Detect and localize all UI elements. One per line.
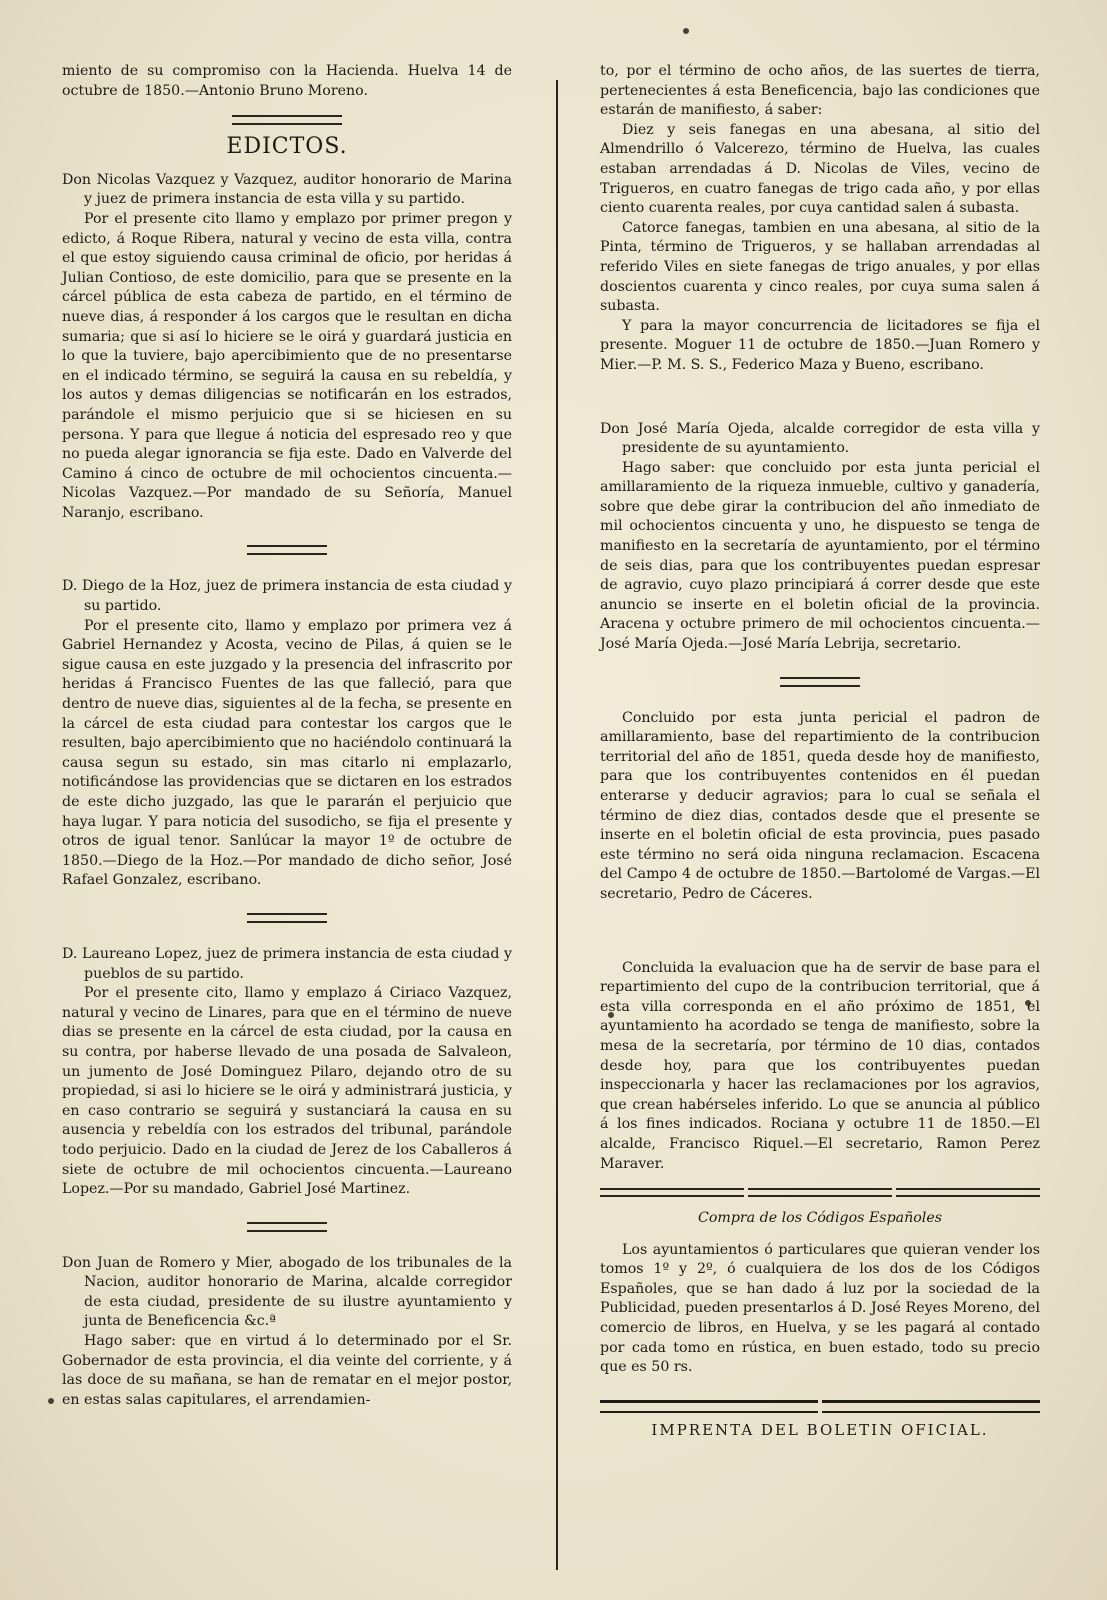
- edict3-body: Por el presente cito, llamo y emplazo á Ciriaco Vazquez, natural y vecino de Linares, para que en el término de nueve dias se presente en la cárcel de esta ciudad, por la causa en su contra, por haberse llevado de una posada de Salvaleon, un jumento de José Dominguez Pilaro, dejando otro de su propiedad, si asi lo hiciere se le oirá y administrará justicia, y en caso contrario se seguirá y sustanciará la causa en su ausencia y rebeldía con los estrados del tribunal, parándole todo perjuicio. Dado en la ciudad de Jerez de los Caballeros á siete de octubre de mil ochocientos cincuenta.—Laureano Lopez.—Por su mandado, Gabriel José Martinez.: [62, 985, 512, 1198]
- notice2-body: Concluido por esta junta pericial el padron de amillaramiento, base del repartimiento de la contribucion territorial del año de 1851, queda desde hoy de manifiesto, para que los contribuyentes contenidos en él puedan enterarse y deducir agravios; para lo cual se señala el término de diez dias, contados desde que el presente se inserte en el boletin oficial de esta provincia, pues pasado este término no será oida ninguna reclamacion. Escacena del Campo 4 de octubre de 1850.—Bartolomé de Vargas.—El secretario, Pedro de Cáceres.: [600, 709, 1040, 902]
- continuation-paragraph-3: Y para la mayor concurrencia de licitadores se fija el presente. Moguer 11 de octubre de 1850.—Juan Romero y Mier.—P. M. S. S., Federico Maza y Bueno, escribano.: [600, 317, 1040, 373]
- imprint: IMPRENTA DEL BOLETIN OFICIAL.: [651, 1420, 989, 1439]
- edict4-body: Hago saber: que en virtud á lo determinado por el Sr. Gobernador de esta provincia, el dia veinte del corriente, y á las doce de su mañana, se han de rematar en el mejor postor, en estas salas capitulares, el arrendamien-: [62, 1333, 512, 1408]
- right-column: [600, 62, 1040, 1440]
- continuation-intro: to, por el término de ocho años, de las suertes de tierra, pertenecientes á esta Beneficencia, bajo las condiciones que estarán de manifiesto, á saber:: [600, 63, 1040, 119]
- double-rule: [600, 1188, 1040, 1197]
- continuation-paragraph-1: Diez y seis fanegas en una abesana, al sitio del Almendrillo ó Valcerezo, término de Huelva, las cuales estaban arrendadas á D. Nicolas de Viles, vecino de Trigueros, en cuatro fanegas de trigo cada año, y por ellas ciento cuarenta reales, por cuya cantidad salen á subasta.: [600, 121, 1040, 217]
- section-title: EDICTOS.: [226, 134, 348, 160]
- edict1-body: Por el presente cito llamo y emplazo por primer pregon y edicto, á Roque Ribera, natural y vecino de esta villa, contra el que estoy siguiendo causa criminal de oficio, por heridas á Julian Contioso, de este domicilio, para que se presente en la cárcel pública de esta cabeza de partido, en el término de nueve dias, á responder á los cargos que le resultan en dicha sumaria; que si así lo hiciere se le oirá y guardará justicia en lo que la tuviere, bajo apercibimiento que de no presentarse en el indicado término, se seguirá la causa en su rebeldía, y los autos y demas diligencias se notificarán en los estrados, parándole el mismo perjuicio que si se hiciesen en su persona. Y para que llegue á noticia del espresado reo y que no pueda alegar ignorancia se fija este. Dado en Valverde del Camino á cinco de octubre de mil ochocientos cincuenta.—Nicolas Vazquez.—Por mandado de su Señoría, Manuel Naranjo, escribano.: [62, 210, 512, 521]
- notice3-body: Concluida la evaluacion que ha de servir de base para el repartimiento del cupo de la contribucion territorial, que á esta villa corresponda en el año próximo de 1851, el ayuntamiento ha acordado se tenga de manifiesto, sobre la mesa de la secretaría, por término de 10 dias, contados desde hoy, para que los contribuyentes puedan inspeccionarla y hacer las reclamaciones por los agravios, que crean habérseles inferido. Lo que se anuncia al público á los fines indicados. Rociana y octubre 11 de 1850.—El alcalde, Francisco Riquel.—El secretario, Ramon Perez Maraver.: [600, 959, 1040, 1172]
- continuation-paragraph-2: Catorce fanegas, tambien en una abesana, al sitio de la Pinta, término de Trigueros, y se hallaban arrendadas al referido Viles en siete fanegas de trigo anuales, y por ellas doscientos cuarenta y cinco reales, por cuya suma salen á subasta.: [600, 219, 1040, 315]
- edict3-heading: D. Laureano Lopez, juez de primera instancia de esta ciudad y pueblos de su partido.: [62, 945, 512, 982]
- spacer: [600, 376, 1040, 420]
- intro-text: miento de su compromiso con la Hacienda. Huelva 14 de octubre de 1850.—Antonio Bruno Moreno.: [62, 63, 512, 99]
- column-divider: [556, 80, 558, 1570]
- heavy-rule: [600, 1400, 1040, 1413]
- section2-title: Compra de los Códigos Españoles: [697, 1210, 943, 1227]
- edict2-heading: D. Diego de la Hoz, juez de primera instancia de esta ciudad y su partido.: [62, 578, 512, 615]
- edict4-heading: Don Juan de Romero y Mier, abogado de los tribunales de la Nacion, auditor honorario de Marina, alcalde corregidor de esta ciudad, presidente de su ilustre ayuntamiento y junta de Beneficencia &c.ª: [62, 1254, 512, 1330]
- notice1-heading: Don José María Ojeda, alcalde corregidor de esta villa y presidente de su ayuntamiento.: [600, 420, 1040, 457]
- notice1-body: Hago saber: que concluido por esta junta pericial el amillaramiento de la riqueza inmueble, cultivo y ganadería, sobre que debe girar la contribucion del año inmediato de mil ochocientos cincuenta y uno, he dispuesto se tenga de manifiesto en la secretaría de ayuntamiento, por el término de seis dias, para que los contribuyentes puedan espresar de agravio, cuyo plazo principiará á correr desde que este anuncio se inserte en el boletin oficial de la provincia. Aracena y octubre primero de mil ochocientos cincuenta.—José María Ojeda.—José María Lebrija, secretario.: [600, 459, 1040, 653]
- edict2-body: Por el presente cito, llamo y emplazo por primera vez á Gabriel Hernandez y Acosta, vecino de Pilas, á quien se le sigue causa en este juzgado y la presencia del infrascrito por heridas á Francisco Fuentes de las que falleció, para que dentro de nueve dias, siguientes al de la fecha, se presente en la cárcel de esta ciudad para contestar los cargos que le resulten, bajo apercibimiento que no haciéndolo continuará la causa segun su estado, sin mas citarlo ni emplazarlo, notificándose las providencias que se dictaren en los estrados de este dicho juzgado, las que le pararán el perjuicio que haya lugar. Y para noticia del susodicho, se fija el presente y otros de igual tenor. Sanlúcar la mayor 1º de octubre de 1850.—Diego de la Hoz.—Por mandado de dicho señor, José Rafael Gonzalez, escribano.: [62, 617, 512, 889]
- edict1-heading: Don Nicolas Vazquez y Vazquez, auditor honorario de Marina y juez de primera instancia de esta villa y su partido.: [62, 171, 512, 208]
- ink-dot: [683, 28, 689, 34]
- ink-dot: [48, 1398, 54, 1404]
- separator-rule: [247, 913, 327, 923]
- separator-rule: [232, 115, 342, 125]
- separator-rule: [247, 545, 327, 555]
- codigos-body: Los ayuntamientos ó particulares que quieran vender los tomos 1º y 2º, ó cualquiera de los dos de los Códigos Españoles, que se han dado á luz por la sociedad de la Publicidad, pueden presentarlos á D. José Reyes Moreno, del comercio de libros, en Huelva, y se les pagará al contado por cada tomo en rústica, en buen estado, todo su precio que es 50 rs.: [600, 1241, 1040, 1376]
- spacer: [600, 905, 1040, 959]
- separator-rule: [780, 677, 860, 687]
- separator-rule: [247, 1222, 327, 1232]
- left-column: [62, 62, 512, 1410]
